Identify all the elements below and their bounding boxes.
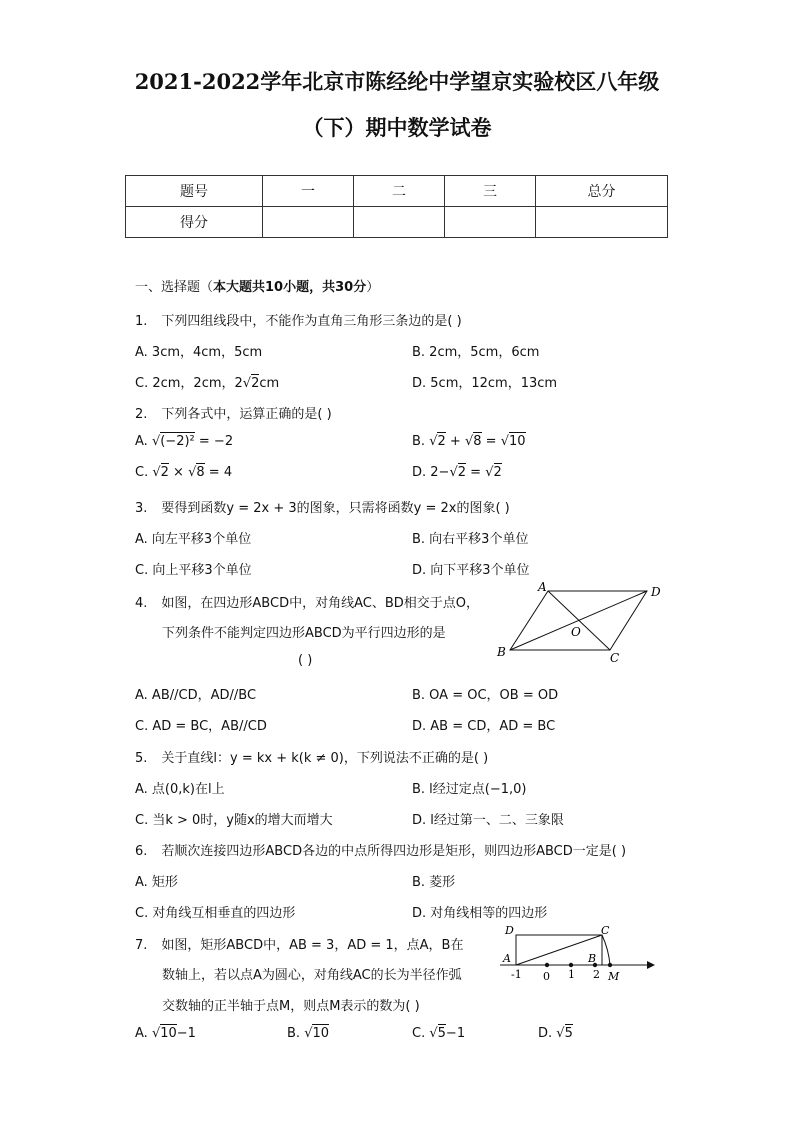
sqrt-sign: √ — [151, 1026, 161, 1041]
vertex-label-c: C — [610, 651, 620, 665]
q7-option-d[interactable]: D. √5 — [538, 1026, 573, 1041]
radicand: 10 — [508, 434, 526, 449]
q1-option-c[interactable] — [135, 372, 279, 391]
q2-option-d[interactable]: D. 2−√2 = √2 — [412, 465, 502, 480]
vertex-label-c: C — [601, 924, 610, 937]
question-1 — [135, 310, 462, 329]
section-bold: 本大题共10小题，共30分 — [213, 280, 367, 295]
question-number: 7. — [135, 938, 148, 953]
option-text: C. 2cm，2cm，2 — [135, 376, 243, 391]
score-cell: 二 — [354, 176, 445, 207]
q7-option-c[interactable]: C. √5−1 — [412, 1026, 466, 1041]
score-cell: 总分 — [536, 176, 668, 207]
radicand: 2 — [251, 376, 260, 391]
sqrt-sign: √ — [152, 465, 161, 480]
q3-option-a[interactable]: A. 向左平移3个单位 — [135, 532, 252, 547]
radicand: 2 — [493, 465, 502, 480]
question-text: 要得到函数y = 2x + 3的图象，只需将函数y = 2x的图象( ) — [161, 501, 510, 516]
option-text: −1 — [445, 1026, 466, 1041]
q2-option-a[interactable]: A. √(−2)² = −2 — [135, 434, 234, 449]
question-number: 1. — [135, 314, 148, 329]
score-table-score-row — [126, 207, 668, 238]
paper-title-line2: （下）期中数学试卷 — [302, 115, 492, 140]
radicand: (−2)² — [160, 434, 195, 449]
q3-option-c[interactable]: C. 向上平移3个单位 — [135, 563, 252, 578]
question-5 — [135, 747, 488, 766]
q4-option-b[interactable]: B. OA = OC，OB = OD — [412, 688, 559, 703]
question-text: 下列各式中，运算正确的是( ) — [161, 407, 332, 422]
tick-dot — [569, 963, 573, 967]
question-number: 2. — [135, 407, 148, 422]
section-heading — [135, 276, 379, 295]
sqrt-sign: √ — [151, 434, 161, 449]
option-unit: cm — [259, 376, 280, 391]
question-6 — [135, 840, 626, 859]
q3-option-b[interactable]: B. 向右平移3个单位 — [412, 532, 529, 547]
question-text: 关于直线l：y = kx + k(k ≠ 0)，下列说法不正确的是( ) — [161, 751, 489, 766]
option-text: = 4 — [204, 465, 233, 480]
tick-label: 2 — [593, 968, 600, 981]
q2-option-b[interactable]: B. √2 + √8 = √10 — [412, 434, 526, 449]
sqrt-sign: √ — [464, 434, 474, 449]
q6-option-d[interactable]: D. 对角线相等的四边形 — [412, 906, 548, 921]
radicand: 2 — [160, 465, 169, 480]
question-number: 5. — [135, 751, 148, 766]
arc — [602, 935, 610, 965]
question-3 — [135, 497, 510, 516]
radicand: 10 — [312, 1026, 330, 1041]
number-line-figure — [495, 920, 665, 988]
option-text: 2− — [430, 465, 450, 480]
q1-option-d[interactable]: D. 5cm，12cm，13cm — [412, 376, 558, 391]
point-label-m: M — [608, 970, 620, 983]
sqrt-sign: √ — [485, 465, 494, 480]
radicand: 2 — [457, 465, 467, 480]
radicand: 8 — [196, 465, 205, 480]
question-4-text-line2: 下列条件不能判定四边形ABCD为平行四边形的是 — [162, 626, 446, 641]
q2-option-c[interactable]: C. √2 × √8 = 4 — [135, 465, 233, 480]
vertex-label-b: B — [497, 645, 506, 659]
question-text: 如图，在四边形ABCD中，对角线AC、BD相交于点O， — [161, 596, 479, 611]
score-input-cell[interactable] — [536, 207, 668, 238]
score-input-cell[interactable] — [445, 207, 536, 238]
vertex-label-d: D — [651, 585, 661, 599]
section-prefix: 一、选择题（ — [135, 280, 214, 295]
radicand: 2 — [437, 434, 446, 449]
score-input-cell[interactable] — [354, 207, 445, 238]
q6-option-c[interactable]: C. 对角线互相垂直的四边形 — [135, 906, 296, 921]
tick-dot — [545, 963, 549, 967]
radicand: 8 — [473, 434, 482, 449]
vertex-label-d: D — [505, 924, 514, 937]
diagonal-bd — [510, 591, 647, 650]
sqrt-sign: √ — [304, 1026, 313, 1041]
sqrt-sign: √ — [500, 434, 509, 449]
q5-option-c[interactable]: C. 当k > 0时，y随x的增大而增大 — [135, 813, 333, 828]
radicand: 5 — [437, 1026, 446, 1041]
sqrt-sign: √ — [188, 465, 197, 480]
radicand: 5 — [564, 1026, 573, 1041]
q5-option-d[interactable]: D. l经过第一、二、三象限 — [412, 813, 564, 828]
score-cell: 三 — [445, 176, 536, 207]
question-number: 3. — [135, 501, 148, 516]
question-7-text-line2: 数轴上，若以点A为圆心，对角线AC的长为半径作弧 — [162, 968, 462, 983]
question-text: 如图，矩形ABCD中，AB = 3，AD = 1，点A，B在 — [161, 938, 464, 953]
vertex-label-a: A — [538, 580, 547, 594]
point-m-dot — [608, 963, 612, 967]
sqrt-sign: √ — [429, 1026, 438, 1041]
q3-option-d[interactable]: D. 向下平移3个单位 — [412, 563, 530, 578]
intersection-label-o: O — [571, 625, 581, 639]
question-text: 下列四组线段中，不能作为直角三角形三条边的是( ) — [161, 314, 462, 329]
parallelogram-figure — [490, 580, 670, 665]
question-number: 6. — [135, 844, 148, 859]
option-text: = −2 — [194, 434, 234, 449]
score-table-header-row — [126, 176, 668, 207]
q4-option-d[interactable]: D. AB = CD，AD = BC — [412, 719, 556, 734]
paper-title-line1: 2021-2022学年北京市陈经纶中学望京实验校区八年级 — [134, 69, 660, 94]
score-cell: 一 — [263, 176, 354, 207]
q1-option-b[interactable]: B. 2cm，5cm，6cm — [412, 345, 540, 360]
q4-option-c[interactable]: C. AD = BC，AB//CD — [135, 719, 267, 734]
q6-option-b[interactable]: B. 菱形 — [412, 875, 456, 890]
sqrt-sign: √ — [242, 376, 252, 391]
question-7 — [135, 934, 463, 953]
score-input-cell[interactable] — [263, 207, 354, 238]
question-4 — [135, 592, 479, 611]
q6-option-a[interactable]: A. 矩形 — [135, 875, 178, 890]
tick-label: -1 — [511, 968, 522, 981]
q1-option-a[interactable]: A. 3cm，4cm，5cm — [135, 345, 263, 360]
option-text: −1 — [176, 1026, 196, 1041]
question-4-answer-paren: ( ) — [298, 653, 313, 668]
radicand: 10 — [160, 1026, 177, 1041]
q4-option-a[interactable]: A. AB//CD，AD//BC — [135, 688, 257, 703]
q7-option-b[interactable]: B. √10 — [287, 1026, 330, 1041]
tick-label: 1 — [568, 968, 575, 981]
q5-option-a[interactable]: A. 点(0,k)在l上 — [135, 782, 225, 797]
sqrt-sign: √ — [556, 1026, 565, 1041]
sqrt-sign: √ — [429, 434, 438, 449]
question-7-text-line3: 交数轴的正半轴于点M，则点M表示的数为( ) — [162, 999, 420, 1014]
section-suffix: ） — [366, 280, 380, 295]
score-table — [125, 175, 668, 238]
q5-option-b[interactable]: B. l经过定点(−1,0) — [412, 782, 527, 797]
question-number: 4. — [135, 596, 148, 611]
vertex-label-b: B — [588, 952, 597, 965]
question-2 — [135, 403, 332, 422]
question-text: 若顺次连接四边形ABCD各边的中点所得四边形是矩形，则四边形ABCD一定是( ) — [161, 844, 627, 859]
score-cell: 题号 — [126, 176, 263, 207]
arrow-icon — [647, 961, 655, 969]
tick-label: 0 — [543, 970, 550, 983]
vertex-label-a: A — [503, 952, 511, 965]
q7-option-a[interactable]: A. √10−1 — [135, 1026, 196, 1041]
sqrt-sign: √ — [449, 465, 458, 480]
score-cell: 得分 — [126, 207, 263, 238]
